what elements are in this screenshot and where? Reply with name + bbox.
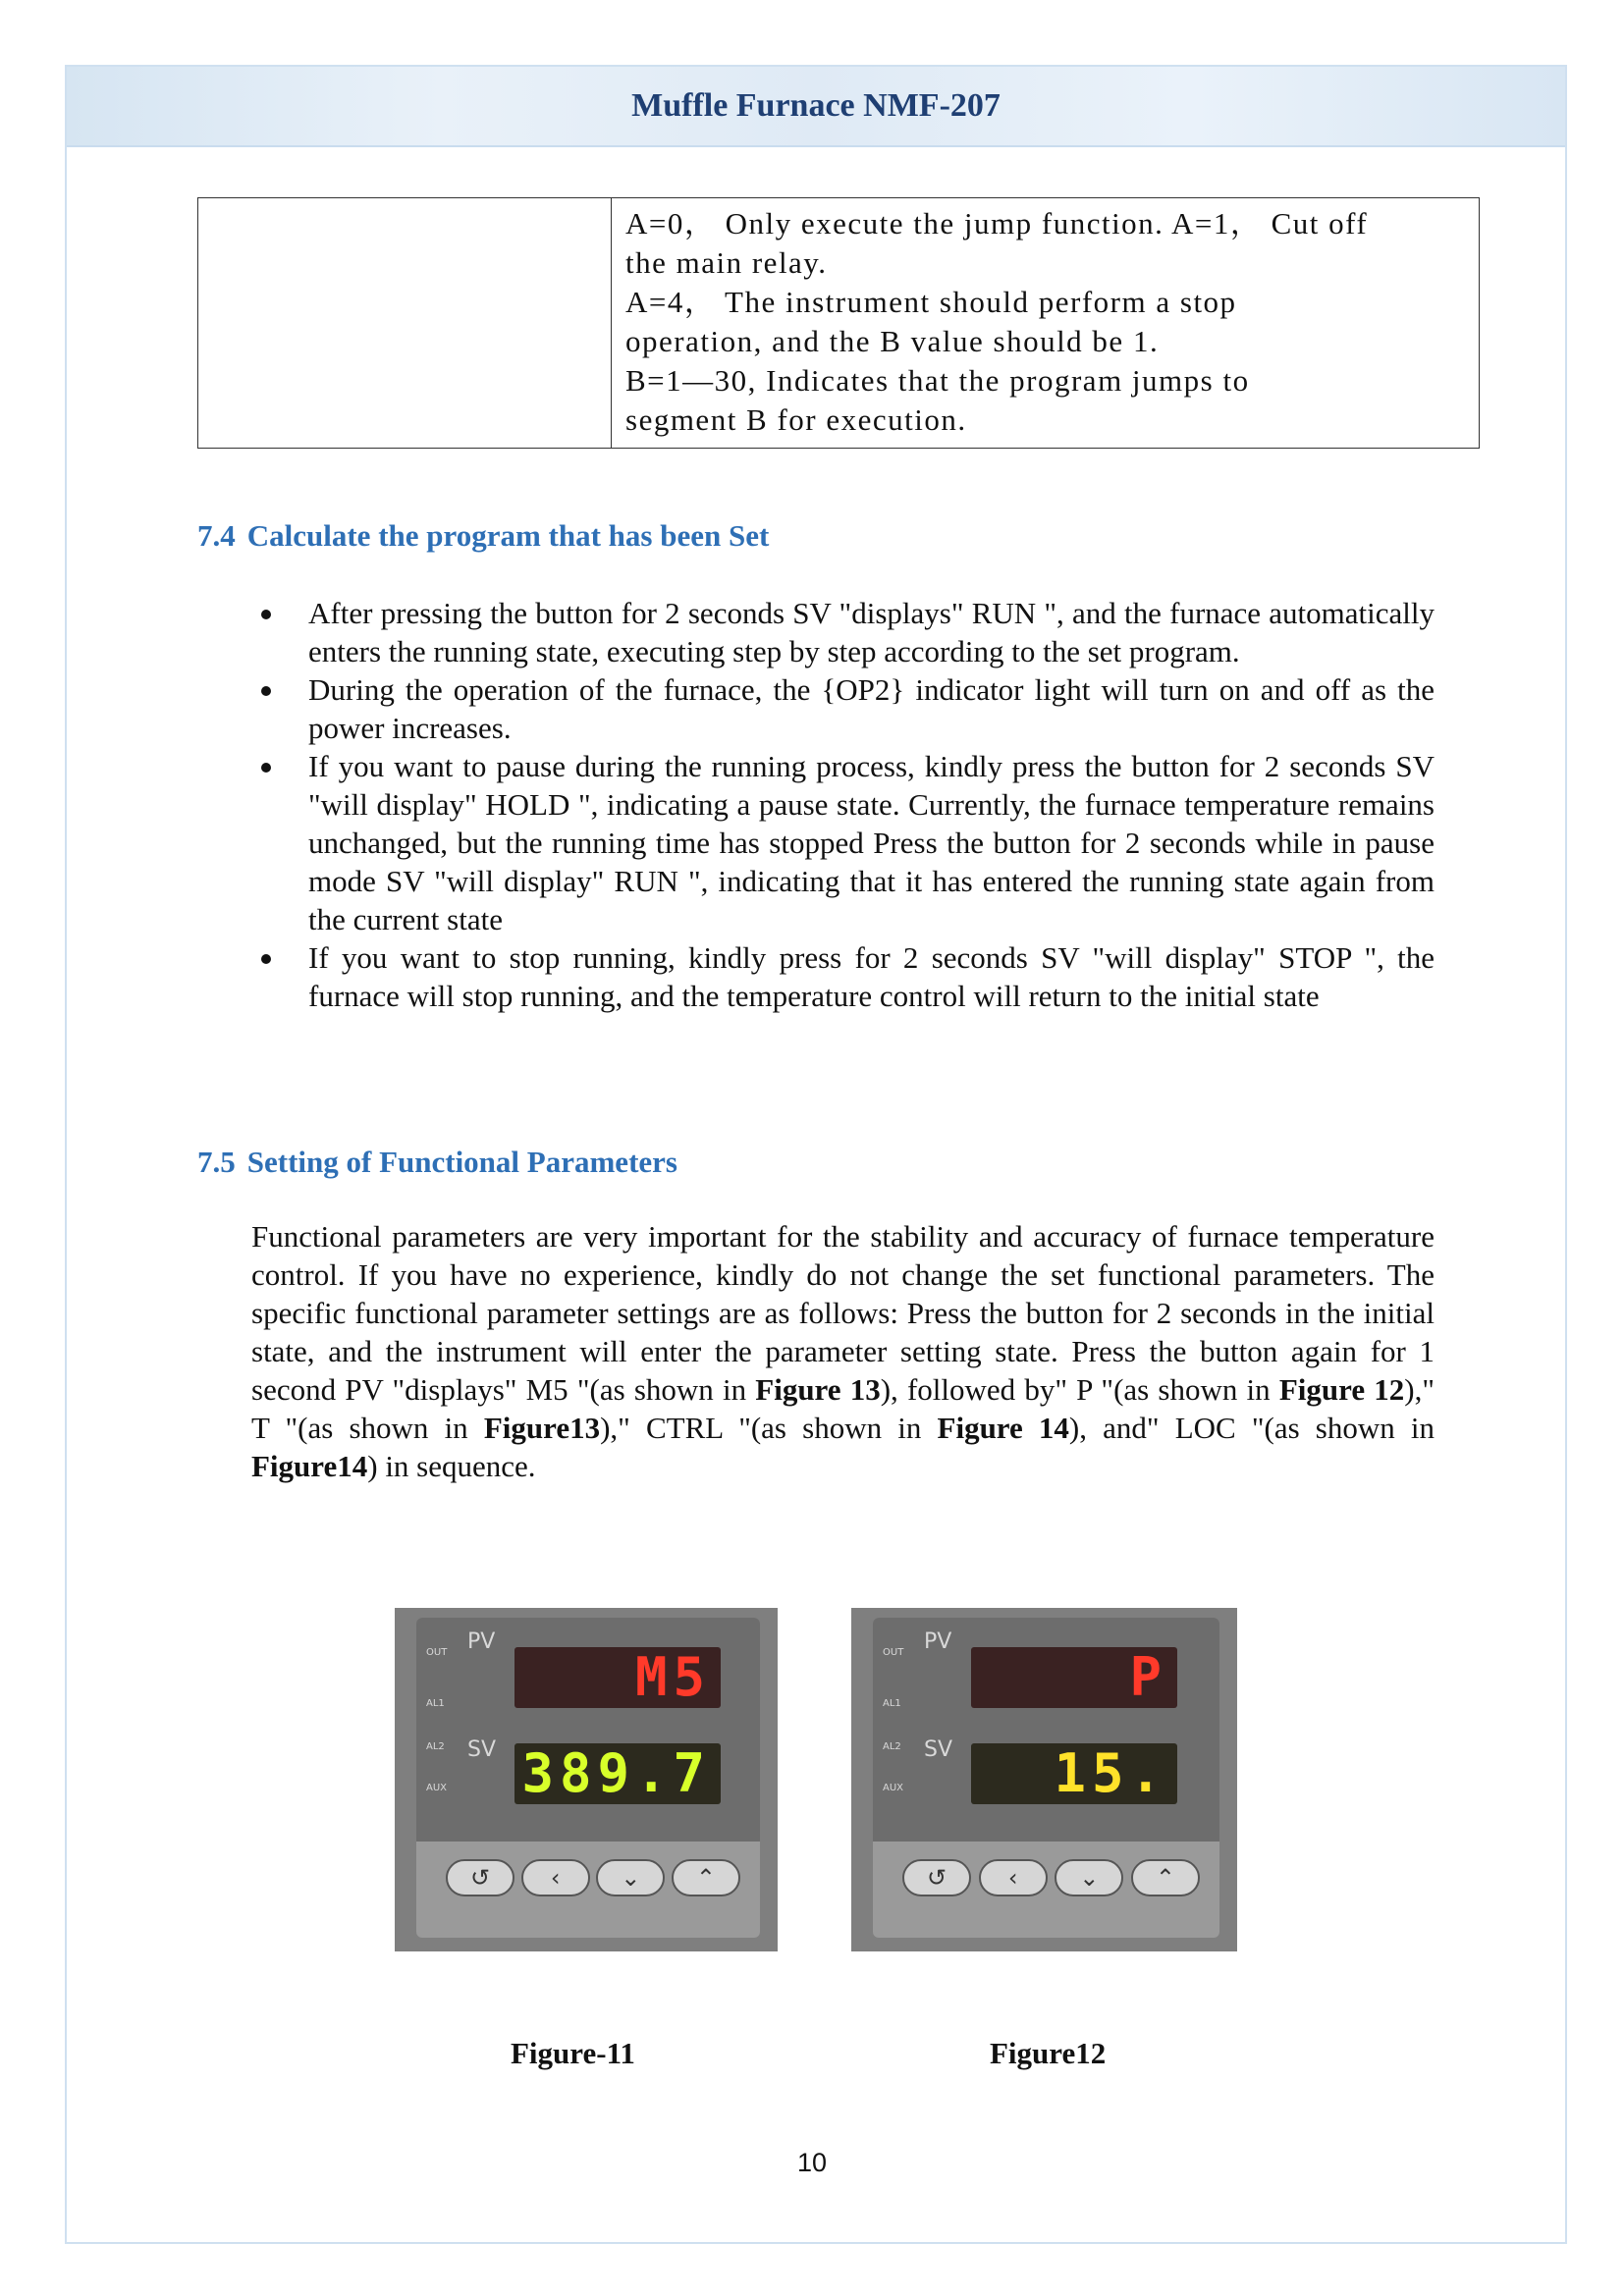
parameter-table xyxy=(197,197,1480,449)
indicator-label: AUX xyxy=(426,1783,448,1793)
indicator-label: AL1 xyxy=(426,1698,445,1709)
chevron-up-icon: ⌃ xyxy=(672,1859,740,1896)
chevron-down-icon: ⌄ xyxy=(1055,1859,1123,1896)
indicator-label: AL1 xyxy=(883,1698,901,1709)
pv-readout: M5 xyxy=(514,1647,721,1708)
button-row xyxy=(446,1859,740,1896)
list-item xyxy=(251,747,1435,938)
table-row xyxy=(198,198,1480,449)
table-line: B=1—30, Indicates that the program jumps to xyxy=(625,363,1250,398)
figure-reference: Figure 12 xyxy=(1278,1372,1405,1407)
bullet-icon xyxy=(261,954,271,964)
sv-readout: 389.7 xyxy=(514,1743,721,1804)
table-line: operation, and the B value should be 1. xyxy=(625,324,1160,358)
list-item-text: If you want to stop running, kindly press for 2 seconds SV "will display" STOP ", the furnace will stop running, and the temperature control will return to the initial state xyxy=(308,940,1435,1013)
paragraph-text: Functional parameters are very important for the stability and accuracy of furnace temperature control. If you have no experience, kindly do not change the set functional parameters. The specific functional parameter settings are as follows: Press the button for 2 seconds in the initial state, and the instrument will enter the parameter setting state. Press the button again for 1 second PV "displays" M5 "(as shown in xyxy=(251,1219,1435,1407)
cycle-icon: ↺ xyxy=(446,1859,514,1896)
bullet-list xyxy=(251,594,1435,1015)
chevron-left-icon: ‹ xyxy=(521,1859,590,1896)
indicator-label: OUT xyxy=(883,1647,904,1658)
list-item xyxy=(251,670,1435,747)
list-item-text: After pressing the button for 2 seconds SV "displays" RUN ", and the furnace automatically enters the running state, executing step by step according to the set program. xyxy=(308,596,1435,668)
table-line: A=0， Only execute the jump function. A=1， Cut off xyxy=(625,206,1369,240)
figure-reference: Figure 13 xyxy=(755,1372,881,1407)
page-number: 10 xyxy=(796,2148,828,2177)
paragraph-text: )," CTRL "(as shown in xyxy=(600,1411,938,1445)
bullet-icon xyxy=(261,610,271,619)
chevron-up-icon: ⌃ xyxy=(1131,1859,1200,1896)
pv-label: PV xyxy=(467,1629,496,1654)
figure-reference: Figure 14 xyxy=(937,1411,1069,1445)
table-line: segment B for execution. xyxy=(625,402,967,437)
indicator-label: OUT xyxy=(426,1647,448,1658)
indicator-label: AL2 xyxy=(426,1741,445,1752)
paragraph-text: ) in sequence. xyxy=(367,1449,536,1483)
sv-readout: 15. xyxy=(971,1743,1177,1804)
list-item xyxy=(251,938,1435,1015)
page-header xyxy=(67,67,1565,147)
cycle-icon: ↺ xyxy=(902,1859,971,1896)
sv-label: SV xyxy=(924,1737,953,1762)
indicator-label: AL2 xyxy=(883,1741,901,1752)
paragraph-text: ), and" LOC "(as shown in xyxy=(1068,1411,1435,1445)
section-heading-7-5 xyxy=(197,1145,677,1180)
paragraph-text: )," T "(as shown in xyxy=(251,1372,1435,1445)
section-number: 7.5 xyxy=(197,1145,236,1179)
functional-parameters-paragraph xyxy=(251,1217,1435,1485)
bullet-icon xyxy=(261,686,271,696)
controller-display xyxy=(873,1618,1219,1842)
controller-photo-figure-12 xyxy=(851,1608,1237,1951)
button-row xyxy=(902,1859,1200,1896)
list-item-text: During the operation of the furnace, the {OP2} indicator light will turn on and off as the power increases. xyxy=(308,672,1435,745)
controller-panel xyxy=(416,1618,760,1938)
table-line: A=4， The instrument should perform a stop xyxy=(625,285,1237,319)
bullet-icon xyxy=(261,763,271,773)
paragraph-text: ), followed by" P "(as shown in xyxy=(880,1372,1279,1407)
figure-caption: Figure12 xyxy=(990,2036,1107,2070)
controller-photo-figure-11 xyxy=(395,1608,778,1951)
pv-readout: P xyxy=(971,1647,1177,1708)
list-item xyxy=(251,594,1435,670)
list-item-text: If you want to pause during the running process, kindly press the button for 2 seconds SV "will display" HOLD ", indicating a pause state. Currently, the furnace temperature remains unchanged, but the running time has stopped Press the button for 2 seconds while in pause mode SV "will display" RUN ", indicating that it has entered the running state again from the current state xyxy=(308,749,1435,936)
table-line: the main relay. xyxy=(625,245,828,280)
sv-label: SV xyxy=(467,1737,497,1762)
figure-reference: Figure14 xyxy=(251,1449,368,1483)
controller-panel xyxy=(873,1618,1219,1938)
section-title: Calculate the program that has been Set xyxy=(246,518,770,553)
section-number: 7.4 xyxy=(197,518,236,553)
indicator-label: AUX xyxy=(883,1783,904,1793)
table-cell-empty xyxy=(198,198,612,449)
figure-reference: Figure13 xyxy=(483,1411,601,1445)
section-title: Setting of Functional Parameters xyxy=(246,1145,677,1179)
pv-label: PV xyxy=(924,1629,952,1654)
controller-display xyxy=(416,1618,760,1842)
table-cell-description xyxy=(612,198,1480,449)
section-heading-7-4 xyxy=(197,518,769,554)
chevron-down-icon: ⌄ xyxy=(596,1859,665,1896)
chevron-left-icon: ‹ xyxy=(979,1859,1048,1896)
figure-caption: Figure-11 xyxy=(511,2036,635,2070)
document-title: Muffle Furnace NMF-207 xyxy=(631,87,1001,124)
